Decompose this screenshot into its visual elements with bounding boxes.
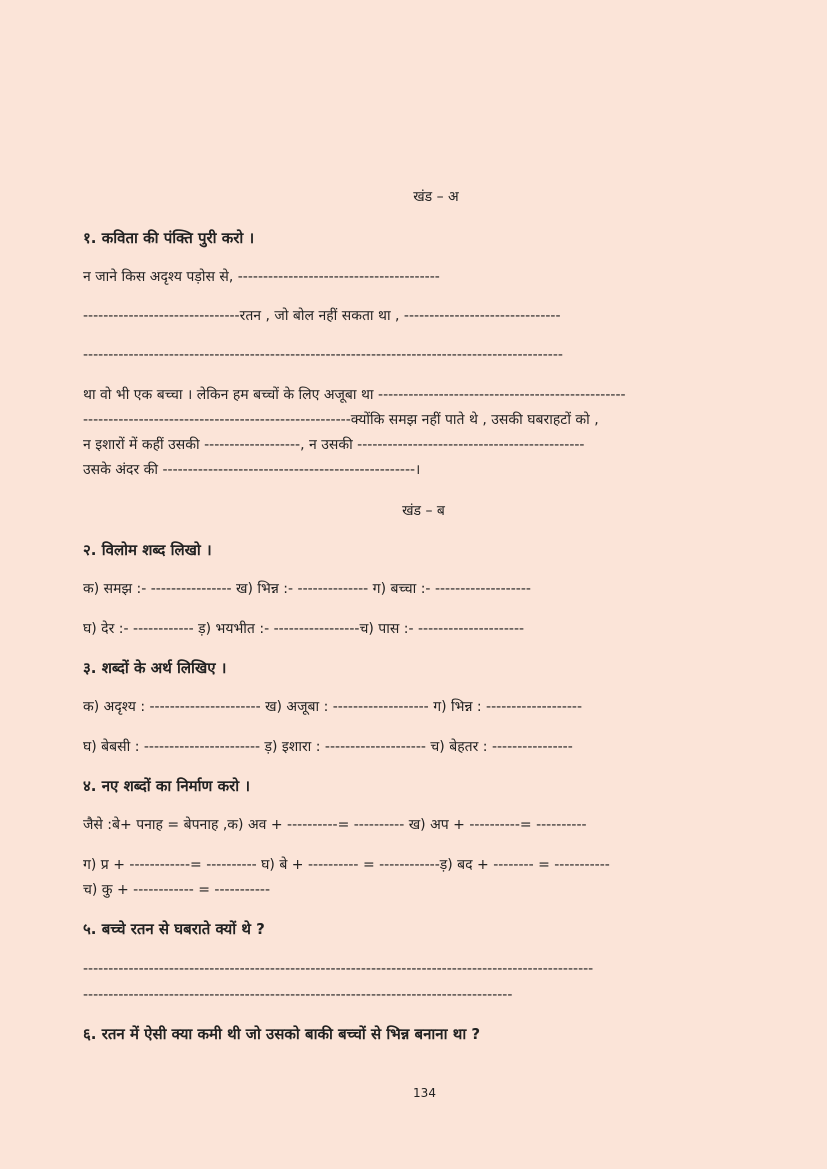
q1-line-6: न इशारों में कहीं उसकी -------------------, न उसकी --------------------------------------------- (83, 437, 585, 453)
question-2-title: २. विलोम शब्द लिखो । (83, 541, 212, 559)
section-a-heading: खंड – अ (413, 189, 459, 205)
q4-line-2: ग) प्र + ------------= ---------- घ) बे + ---------- = ------------ड़) बद + -------- = ----------- (83, 857, 610, 873)
question-4-title: ४. नए शब्दों का निर्माण करो । (83, 777, 251, 795)
q2-line-1: क) समझ :- ---------------- ख) भिन्न :- -------------- ग) बच्चा :- ------------------- (83, 581, 531, 597)
page-number: 134 (413, 1086, 436, 1100)
q1-line-5: -----------------------------------------------------क्योंकि समझ नहीं पाते थे , उसकी घबराहटों को , (83, 412, 599, 428)
q1-line-3: ----------------------------------------------------------------------------------------------- (83, 347, 563, 363)
q5-answer-line-2: ------------------------------------------------------------------------------------- (83, 987, 513, 1003)
q1-line-4: था वो भी एक बच्चा । लेकिन हम बच्चों के लिए अजूबा था ------------------------------------------------- (83, 387, 626, 403)
q1-line-2: -------------------------------रतन , जो बोल नहीं सकता था , ------------------------------- (83, 308, 561, 324)
q4-line-1: जैसे :बे+ पनाह = बेपनाह ,क) अव + ----------= ---------- ख) अप + ----------= ---------- (83, 817, 587, 833)
q1-line-1: न जाने किस अदृश्य पड़ोस से, ---------------------------------------- (83, 269, 440, 285)
question-3-title: ३. शब्दों के अर्थ लिखिए । (83, 659, 227, 677)
q3-line-2: घ) बेबसी : ----------------------- ड़) इशारा : -------------------- च) बेहतर : ---------------- (83, 739, 573, 755)
q4-line-3: च) कु + ------------ = ----------- (83, 882, 271, 898)
section-b-heading: खंड – ब (402, 503, 445, 519)
q2-line-2: घ) देर :- ------------ ड़) भयभीत :- -----------------च) पास :- --------------------- (83, 621, 525, 637)
q1-line-7: उसके अंदर की --------------------------------------------------। (83, 462, 421, 478)
question-6-title: ६. रतन में ऐसी क्या कमी थी जो उसको बाकी बच्चों से भिन्न बनाना था ? (83, 1025, 481, 1043)
q3-line-1: क) अदृश्य : ---------------------- ख) अजूबा : ------------------- ग) भिन्न : ------------------- (83, 699, 583, 715)
question-5-title: ५. बच्चे रतन से घबराते क्यों थे ? (83, 920, 265, 938)
question-1-title: १. कविता की पंक्ति पुरी करो । (83, 229, 255, 247)
q5-answer-line-1: ----------------------------------------------------------------------------------------------------- (83, 961, 594, 977)
